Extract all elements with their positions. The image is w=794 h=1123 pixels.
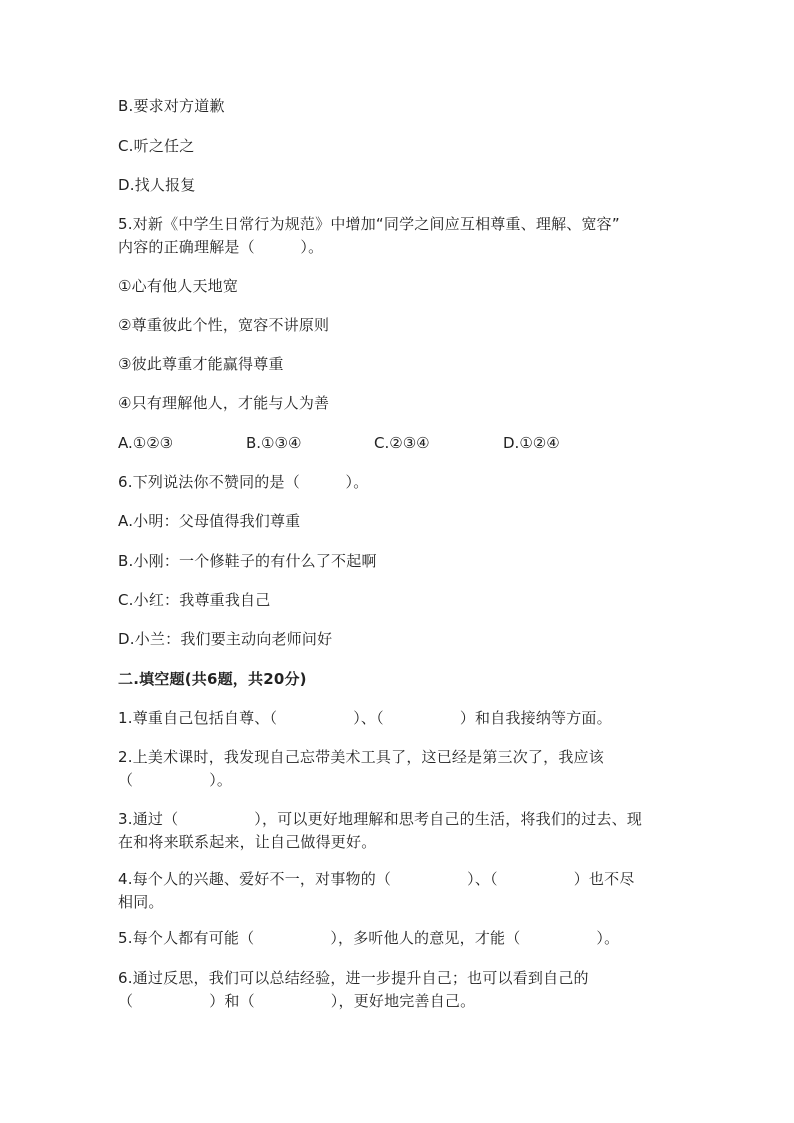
- choice-c: C.②③④: [374, 434, 430, 452]
- choice-b: B.①③④: [246, 434, 302, 452]
- fill-item-3-line2: 在和将来联系起来，让自己做得更好。: [118, 833, 377, 851]
- choice-d: D.①②④: [503, 434, 560, 452]
- fill-item-4-line1: 4.每个人的兴趣、爱好不一，对事物的（ ）、（ ）也不尽: [118, 870, 635, 888]
- section-2-title: 二.填空题(共6题，共20分): [118, 670, 307, 688]
- option-c: C.听之任之: [118, 137, 195, 155]
- option-b: B.要求对方道歉: [118, 97, 225, 115]
- statement-4: ④只有理解他人，才能与人为善: [118, 394, 330, 412]
- choice-a: A.①②③: [118, 434, 174, 452]
- fill-item-2-line2: （ ）。: [118, 771, 233, 789]
- statement-2: ②尊重彼此个性，宽容不讲原则: [118, 316, 330, 334]
- option-d: D.找人报复: [118, 176, 196, 194]
- q6-option-a: A.小明：父母值得我们尊重: [118, 512, 301, 530]
- fill-item-6-line1: 6.通过反思，我们可以总结经验，进一步提升自己；也可以看到自己的: [118, 969, 589, 987]
- q6-option-c: C.小红：我尊重我自己: [118, 591, 271, 609]
- q6-option-d: D.小兰：我们要主动向老师问好: [118, 630, 333, 648]
- fill-item-6-line2: （ ）和（ ），更好地完善自己。: [118, 992, 476, 1010]
- fill-item-1: 1.尊重自己包括自尊、（ ）、（ ）和自我接纳等方面。: [118, 709, 612, 727]
- fill-item-2-line1: 2.上美术课时，我发现自己忘带美术工具了，这已经是第三次了，我应该: [118, 748, 604, 766]
- fill-item-4-line2: 相同。: [118, 893, 164, 911]
- question-6-stem: 6.下列说法你不赞同的是（ ）。: [118, 473, 369, 491]
- statement-3: ③彼此尊重才能赢得尊重: [118, 355, 284, 373]
- fill-item-5: 5.每个人都有可能（ ），多听他人的意见，才能（ ）。: [118, 929, 620, 947]
- fill-item-3-line1: 3.通过（ ），可以更好地理解和思考自己的生活，将我们的过去、现: [118, 810, 643, 828]
- statement-1: ①心有他人天地宽: [118, 277, 239, 295]
- q6-option-b: B.小刚：一个修鞋子的有什么了不起啊: [118, 552, 377, 570]
- question-5-line1: 5.对新《中学生日常行为规范》中增加“同学之间应互相尊重、理解、宽容”: [118, 215, 620, 233]
- question-5-line2: 内容的正确理解是（ ）。: [118, 238, 324, 256]
